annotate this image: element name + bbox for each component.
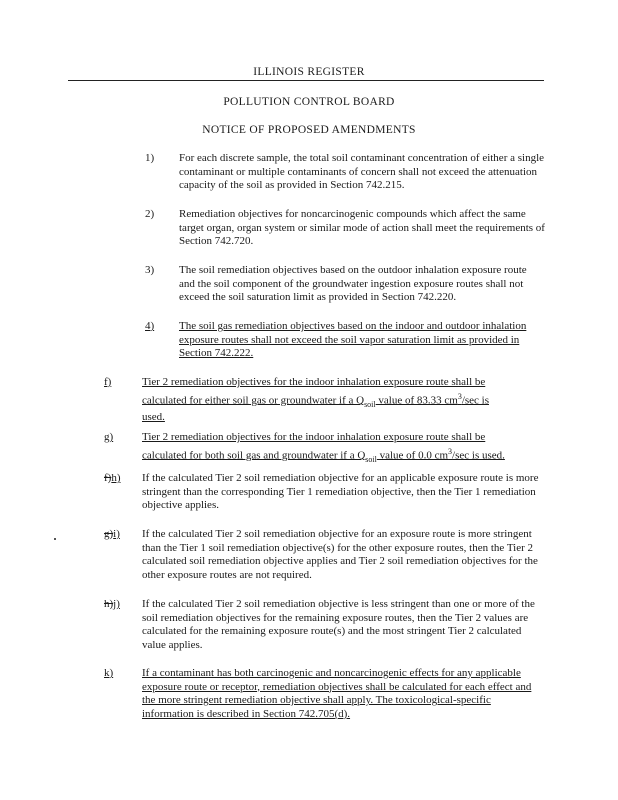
item-marker bbox=[104, 528, 120, 542]
item-marker: 1) bbox=[145, 152, 155, 164]
deleted-marker: h) bbox=[104, 598, 114, 610]
item-marker: 4) bbox=[145, 320, 155, 332]
item-marker: 3) bbox=[145, 264, 155, 276]
item-text bbox=[142, 431, 545, 466]
item-marker: f) bbox=[104, 376, 112, 388]
superscript: 3 bbox=[448, 446, 453, 456]
text-run: calculated for both soil gas and groundwater if a Q bbox=[142, 449, 366, 462]
new-marker: j) bbox=[113, 598, 120, 610]
item-marker: 2) bbox=[145, 208, 155, 220]
header-rule bbox=[68, 80, 544, 81]
text-run: value of 0.0 cm bbox=[376, 449, 449, 462]
new-marker: i) bbox=[113, 528, 120, 540]
text-run: /sec is bbox=[461, 394, 490, 407]
register-title: ILLINOIS REGISTER bbox=[253, 66, 365, 78]
board-title: POLLUTION CONTROL BOARD bbox=[223, 96, 395, 108]
item-text: For each discrete sample, the total soil contaminant concentration of either a single contaminant or multiple contaminants of concern shall not exceed the attenuation capacity of the soil as provided in Section 742.215. bbox=[179, 152, 545, 192]
text-line: Tier 2 remediation objectives for the indoor inhalation exposure route shall be bbox=[142, 376, 486, 388]
scan-speck bbox=[54, 538, 56, 540]
subscript: soil bbox=[365, 454, 377, 464]
item-text: If the calculated Tier 2 soil remediation objective for an applicable exposure route is more stringent than the corresponding Tier 1 remediation objective, then the Tier 1 remediation objective applies. bbox=[142, 472, 539, 512]
item-text: If a contaminant has both carcinogenic and noncarcinogenic effects for any applicable exposure route or receptor, remediation objectives shall be calculated for each effect and the more stringent remediation objective shall apply. The toxicological-specific information is described in Section 742.705(d). bbox=[142, 667, 532, 720]
item-text: If the calculated Tier 2 soil remediation objective is less stringent than one or more of the soil remediation objectives for the remaining exposure routes, then the Tier 2 values are calculated for the remaining exposure route(s) and the most stringent Tier 2 calculated value applies. bbox=[142, 598, 535, 651]
text-run: /sec is used. bbox=[452, 449, 505, 462]
text-run: value of 83.33 cm bbox=[375, 394, 458, 407]
superscript: 3 bbox=[457, 391, 462, 401]
item-marker bbox=[104, 598, 120, 612]
item-text: If the calculated Tier 2 soil remediation objective for an exposure route is more stringent than the Tier 1 soil remediation objective(s) for the other exposure routes, then the Tier 2 calculated soil remediation objective applies and Tier 2 soil remediation objectives for the other exposure routes are not required. bbox=[142, 528, 538, 581]
deleted-marker: g) bbox=[104, 528, 114, 540]
item-text bbox=[142, 376, 545, 425]
notice-title: NOTICE OF PROPOSED AMENDMENTS bbox=[202, 124, 416, 136]
item-text: The soil remediation objectives based on the outdoor inhalation exposure route and the soil component of the groundwater ingestion exposure routes shall not exceed the soil saturation limit as provided in Section 742.220. bbox=[179, 264, 527, 304]
item-marker: k) bbox=[104, 667, 114, 679]
item-marker bbox=[104, 472, 121, 486]
text-line bbox=[142, 390, 545, 411]
text-line bbox=[142, 445, 545, 466]
subscript: soil bbox=[364, 399, 376, 409]
new-marker: h) bbox=[111, 472, 121, 484]
item-marker: g) bbox=[104, 431, 114, 443]
text-line: used. bbox=[142, 411, 165, 424]
deleted-marker: f) bbox=[104, 472, 112, 484]
item-text: The soil gas remediation objectives based on the indoor and outdoor inhalation exposure routes shall not exceed the soil vapor saturation limit as provided in Section 742.222. bbox=[179, 320, 527, 360]
text-line: Tier 2 remediation objectives for the indoor inhalation exposure route shall be bbox=[142, 431, 486, 443]
text-run: calculated for either soil gas or groundwater if a Q bbox=[142, 394, 365, 407]
item-text: Remediation objectives for noncarcinogenic compounds which affect the same target organ, organ system or similar mode of action shall meet the requirements of Section 742.720. bbox=[179, 208, 545, 248]
